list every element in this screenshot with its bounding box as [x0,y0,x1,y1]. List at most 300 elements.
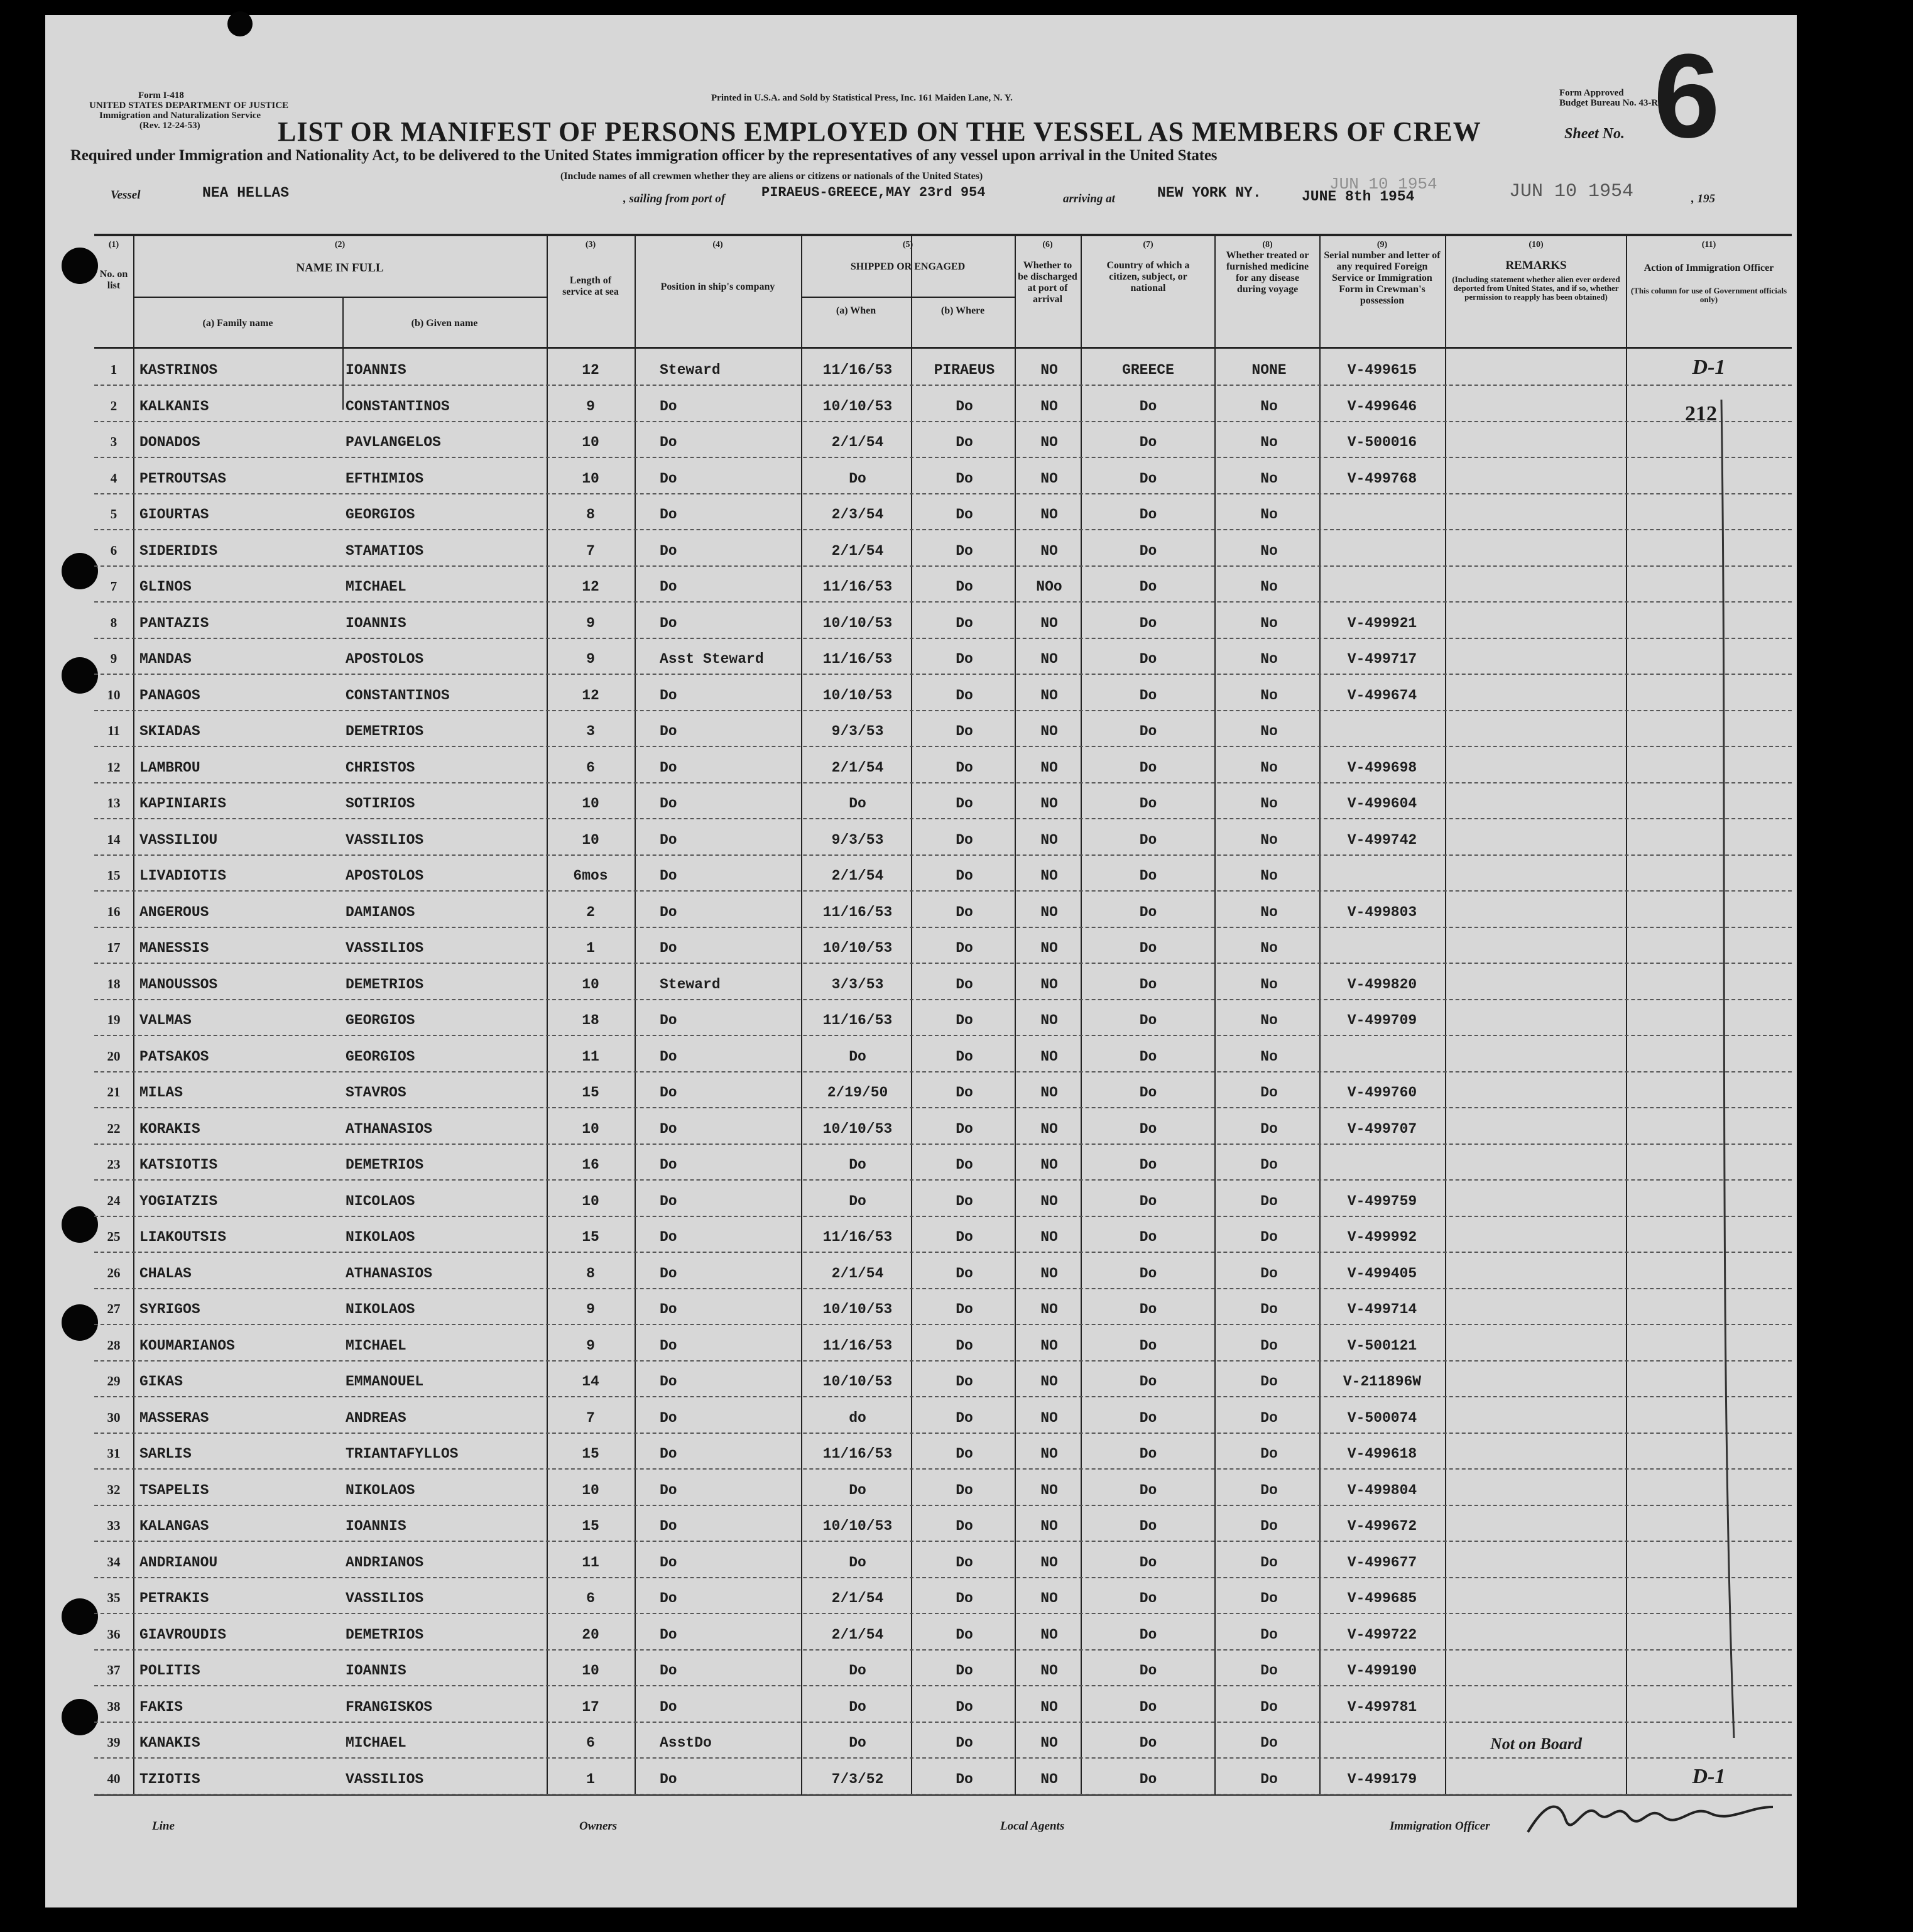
row-number-cell: 12 [107,759,121,775]
col-title: No. on list [99,269,128,291]
country-cell: Do [1139,1662,1157,1679]
country-cell: Do [1139,1626,1157,1643]
family-name-cell: KALANGAS [139,1518,209,1534]
discharged-cell: NO [1040,506,1058,523]
row-number-cell: 27 [107,1301,121,1316]
serial-number-cell: V-499685 [1347,1590,1417,1607]
discharged-cell: NO [1040,1229,1058,1245]
family-name-cell: SYRIGOS [139,1301,200,1318]
crew-table [94,234,1792,1796]
medicine-cell: Do [1260,1373,1278,1390]
country-cell: Do [1139,1120,1157,1137]
medicine-cell: No [1260,903,1278,920]
country-cell: Do [1139,831,1157,848]
service-length-cell: 10 [582,1662,599,1679]
service-length-cell: 18 [582,1012,599,1029]
shipped-when-cell: Do [849,1157,866,1173]
shipped-where-cell: Do [956,1482,973,1498]
country-cell: Do [1139,1229,1157,1245]
row-number-cell: 11 [107,723,120,738]
family-name-cell: MANESSIS [139,940,209,956]
family-name-cell: TSAPELIS [139,1482,209,1498]
sheet-label: Sheet No. [1564,126,1625,142]
service-length-cell: 7 [586,1409,595,1426]
printer-note: Printed in U.S.A. and Sold by Statistical Press, Inc. 161 Maiden Lane, N. Y. [711,93,1013,103]
country-cell: Do [1139,795,1157,812]
table-row [94,1215,1792,1253]
service-length-cell: 14 [582,1373,599,1390]
country-cell: Do [1139,1409,1157,1426]
medicine-cell: Do [1260,1192,1278,1209]
serial-number-cell: V-499717 [1347,651,1417,667]
col-title: Country of which a citizen, subject, or national [1106,260,1190,293]
shipped-when-cell: 2/1/54 [831,1265,884,1282]
shipped-where-cell: Do [956,723,973,740]
given-name-cell: MICHAEL [346,579,406,595]
table-row [94,1649,1792,1686]
position-cell: Do [660,398,677,415]
row-number-cell: 30 [107,1409,121,1425]
family-name-cell: PATSAKOS [139,1048,209,1065]
discharged-cell: NO [1040,831,1058,848]
medicine-cell: Do [1260,1626,1278,1643]
family-name-cell: MANDAS [139,651,192,667]
discharged-cell: NO [1040,1771,1058,1787]
table-row [94,1432,1792,1470]
serial-number-cell: V-211896W [1343,1373,1422,1390]
country-cell: Do [1139,434,1157,450]
country-cell: Do [1139,1446,1157,1462]
received-stamp-faint: JUN 10 1954 [1329,175,1437,194]
serial-number-cell: V-499707 [1347,1120,1417,1137]
discharged-cell: NO [1040,1518,1058,1534]
shipped-where-cell: Do [956,1192,973,1209]
country-cell: Do [1139,1482,1157,1498]
shipped-where-cell: Do [956,398,973,415]
service-length-cell: 9 [586,614,595,631]
shipped-where-cell: Do [956,651,973,667]
position-cell: Do [660,868,677,884]
col-index: (10) [1529,240,1544,249]
arriving-label: arriving at [1063,192,1115,205]
punch-hole [227,11,253,36]
shipped-when-cell: 2/1/54 [831,542,884,559]
service-length-cell: 15 [582,1518,599,1534]
service-length-cell: 10 [582,1120,599,1137]
row-number-cell: 29 [107,1373,121,1389]
table-row [94,746,1792,783]
footer-agents-label: Local Agents [1000,1820,1065,1833]
shipped-when-cell: 3/3/53 [831,976,884,993]
medicine-cell: No [1260,434,1278,450]
col-title: Whether to be discharged at port of arrival [1018,260,1077,305]
service-length-cell: 6mos [573,868,608,884]
col-header-serial [1322,240,1442,307]
col-header-shipped [801,240,1015,273]
country-cell: Do [1139,1590,1157,1607]
given-name-cell: ATHANASIOS [346,1120,433,1137]
row-number-cell: 32 [107,1482,121,1497]
family-name-cell: ANDRIANOU [139,1554,218,1571]
position-cell: Do [660,1265,677,1282]
table-row [94,1613,1792,1651]
table-row [94,674,1792,711]
position-cell: Do [660,1518,677,1534]
shipped-when-cell: 11/16/53 [822,362,893,378]
col-title: Serial number and letter of any required Foreign Service or Immigration Form in Crewman's possession [1324,250,1441,306]
shipped-where-cell: Do [956,1590,973,1607]
given-name-cell: CHRISTOS [346,759,415,776]
manifest-sheet [45,15,1797,1907]
serial-number-cell: V-499179 [1347,1771,1417,1787]
inclusion-note: (Include names of all crewmen whether they are aliens or citizens or nationals of the United States) [560,171,983,182]
table-row [94,457,1792,494]
table-row [94,890,1792,928]
position-cell: Do [660,1084,677,1101]
family-name-cell: SIDERIDIS [139,542,218,559]
given-name-cell: DEMETRIOS [346,723,424,740]
row-number-cell: 3 [110,434,117,449]
medicine-cell: No [1260,542,1278,559]
given-name-cell: ANDREAS [346,1409,406,1426]
country-cell: Do [1139,1192,1157,1209]
medicine-cell: Do [1260,1735,1278,1751]
given-name-cell: GEORGIOS [346,506,415,523]
medicine-cell: Do [1260,1229,1278,1245]
punch-hole [62,1206,98,1243]
officer-signature [1522,1788,1785,1845]
row-number-cell: 31 [107,1446,121,1461]
shipped-when-cell: 11/16/53 [822,579,893,595]
given-name-cell: STAMATIOS [346,542,424,559]
row-number-cell: 38 [107,1698,121,1714]
position-cell: Do [660,940,677,956]
given-name-cell: NICOLAOS [346,1192,415,1209]
vessel-label: Vessel [111,188,141,202]
shipped-where-cell: Do [956,579,973,595]
table-row [94,782,1792,819]
discharged-cell: NO [1040,470,1058,487]
shipped-where-cell: Do [956,1229,973,1245]
col-header-remarks [1451,240,1621,302]
margin-note-212: 212 [1685,402,1717,425]
medicine-cell: No [1260,398,1278,415]
service-length-cell: 10 [582,831,599,848]
given-name-cell: SOTIRIOS [346,795,415,812]
given-name-cell: PAVLANGELOS [346,434,441,450]
col-title: (a) Family name [202,318,273,329]
row-number-cell: 36 [107,1626,121,1642]
discharged-cell: NO [1040,1301,1058,1318]
serial-number-cell: V-499604 [1347,795,1417,812]
row-number-cell: 2 [110,398,117,413]
serial-number-cell: V-499760 [1347,1084,1417,1101]
country-cell: Do [1139,1554,1157,1571]
family-name-cell: LIVADIOTIS [139,868,227,884]
given-name-cell: NIKOLAOS [346,1482,415,1498]
service-length-cell: 10 [582,795,599,812]
discharged-cell: NO [1040,1048,1058,1065]
col-header-when [801,305,911,317]
discharged-cell: NO [1040,1157,1058,1173]
table-row [94,1468,1792,1506]
discharged-cell: NO [1040,976,1058,993]
given-name-cell: VASSILIOS [346,1771,424,1787]
service-length-cell: 10 [582,1482,599,1498]
country-cell: Do [1139,1265,1157,1282]
table-row [94,1504,1792,1542]
shipped-where-cell: Do [956,1120,973,1137]
table-row [94,1143,1792,1181]
position-cell: Do [660,687,677,704]
family-name-cell: MILAS [139,1084,183,1101]
family-name-cell: KATSIOTIS [139,1157,218,1173]
position-cell: Do [660,1771,677,1787]
serial-number-cell: V-499722 [1347,1626,1417,1643]
medicine-cell: No [1260,687,1278,704]
table-row [94,1324,1792,1362]
sailing-label: , sailing from port of [623,192,726,205]
table-row [94,1396,1792,1434]
table-row [94,818,1792,856]
serial-number-cell: V-499672 [1347,1518,1417,1534]
discharged-cell: NO [1040,1482,1058,1498]
col-title: Whether treated or furnished medicine for any disease during voyage [1226,250,1309,295]
medicine-cell: No [1260,868,1278,884]
family-name-cell: KAPINIARIS [139,795,227,812]
shipped-when-cell: 10/10/53 [822,1301,893,1318]
row-number-cell: 21 [107,1084,121,1100]
col-title: (a) When [836,305,876,316]
row-number-cell: 19 [107,1012,121,1027]
medicine-cell: No [1260,795,1278,812]
discharged-cell: NO [1040,1662,1058,1679]
given-name-cell: NIKOLAOS [346,1301,415,1318]
family-name-cell: GIKAS [139,1373,183,1390]
table-row [94,998,1792,1036]
given-name-cell: DAMIANOS [346,903,415,920]
service-length-cell: 9 [586,1301,595,1318]
shipped-when-cell: 10/10/53 [822,687,893,704]
col-index: (6) [1042,240,1053,249]
family-name-cell: GIAVROUDIS [139,1626,227,1643]
row-number-cell: 14 [107,831,121,847]
table-row [94,493,1792,530]
col-header-medicine [1222,240,1313,295]
service-length-cell: 6 [586,759,595,776]
position-cell: AsstDo [660,1735,712,1751]
budget-bureau: Budget Bureau No. 43-R [1559,98,1659,108]
discharged-cell: NO [1040,1373,1058,1390]
shipped-when-cell: 10/10/53 [822,1120,893,1137]
col-header-discharged [1018,240,1077,305]
discharged-cell: NO [1040,362,1058,378]
col-header-number [94,240,133,292]
given-name-cell: TRIANTAFYLLOS [346,1446,459,1462]
family-name-cell: KALKANIS [139,398,209,415]
family-name-cell: KASTRINOS [139,362,218,378]
discharged-cell: NO [1040,1265,1058,1282]
given-name-cell: MICHAEL [346,1337,406,1354]
service-length-cell: 17 [582,1698,599,1715]
serial-number-cell: V-499405 [1347,1265,1417,1282]
shipped-when-cell: Do [849,1048,866,1065]
shipped-when-cell: Do [849,795,866,812]
revision: (Rev. 12-24-53) [139,121,200,131]
given-name-cell: VASSILIOS [346,940,424,956]
position-cell: Do [660,1482,677,1498]
shipped-when-cell: 11/16/53 [822,1012,893,1029]
serial-number-cell: V-499714 [1347,1301,1417,1318]
shipped-where-cell: Do [956,903,973,920]
service-length-cell: 12 [582,579,599,595]
form-approved: Form Approved [1559,88,1624,98]
position-cell: Do [660,1337,677,1354]
serial-number-cell: V-499820 [1347,976,1417,993]
discharged-cell: NO [1040,1337,1058,1354]
serial-number-cell: V-499190 [1347,1662,1417,1679]
family-name-cell: FAKIS [139,1698,183,1715]
discharged-cell: NO [1040,1735,1058,1751]
family-name-cell: SARLIS [139,1446,192,1462]
shipped-when-cell: Do [849,1698,866,1715]
table-row [94,601,1792,639]
position-cell: Do [660,506,677,523]
col-title: NAME IN FULL [296,261,384,275]
shipped-where-cell: Do [956,831,973,848]
medicine-cell: Do [1260,1771,1278,1787]
footer-owners-label: Owners [579,1820,618,1833]
row-number-cell: 39 [107,1735,121,1750]
shipped-when-cell: 11/16/53 [822,1446,893,1462]
service: Immigration and Naturalization Service [99,111,261,121]
received-stamp: JUN 10 1954 [1509,181,1634,202]
row-number-cell: 35 [107,1590,121,1605]
shipped-where-cell: Do [956,434,973,450]
col-index: (5) [902,240,913,249]
punch-hole [62,553,98,589]
position-cell: Steward [660,976,721,993]
discharged-cell: NO [1040,759,1058,776]
shipped-when-cell: Do [849,1662,866,1679]
serial-number-cell: V-500074 [1347,1409,1417,1426]
family-name-cell: KORAKIS [139,1120,200,1137]
handwritten-bracket-line [1627,381,1790,1794]
shipped-when-cell: Do [849,1735,866,1751]
given-name-cell: ATHANASIOS [346,1265,433,1282]
medicine-cell: No [1260,470,1278,487]
manifest-title: LIST OR MANIFEST OF PERSONS EMPLOYED ON THE VESSEL AS MEMBERS OF CREW [278,116,1481,147]
col-header-position [647,240,788,293]
serial-number-cell: V-499698 [1347,759,1417,776]
shipped-where-cell: Do [956,1337,973,1354]
country-cell: Do [1139,542,1157,559]
col-index: (7) [1143,240,1153,249]
service-length-cell: 9 [586,651,595,667]
given-name-cell: GEORGIOS [346,1012,415,1029]
medicine-cell: Do [1260,1265,1278,1282]
shipped-when-cell: 10/10/53 [822,1518,893,1534]
table-row [94,1721,1792,1759]
discharged-cell: NO [1040,614,1058,631]
row-number-cell: 24 [107,1192,121,1208]
table-row [94,1360,1792,1397]
serial-number-cell: V-499804 [1347,1482,1417,1498]
col-header-action [1630,240,1787,304]
table-row [94,529,1792,567]
position-cell: Do [660,1192,677,1209]
table-row [94,348,1792,386]
table-row [94,1252,1792,1289]
medicine-cell: Do [1260,1084,1278,1101]
shipped-when-cell: 2/1/54 [831,1626,884,1643]
punch-hole [62,657,98,694]
given-name-cell: IOANNIS [346,362,406,378]
row-number-cell: 25 [107,1229,121,1244]
discharged-cell: NO [1040,687,1058,704]
row-number-cell: 37 [107,1662,121,1678]
shipped-where-cell: Do [956,1084,973,1101]
given-name-cell: STAVROS [346,1084,406,1101]
row-number-cell: 1 [110,362,117,377]
position-cell: Do [660,723,677,740]
arrival-port: NEW YORK NY. [1157,185,1262,201]
family-name-cell: MASSERAS [139,1409,209,1426]
shipped-when-cell: Do [849,470,866,487]
shipped-when-cell: Do [849,1554,866,1571]
row-number-cell: 23 [107,1157,121,1172]
shipped-when-cell: Do [849,1192,866,1209]
position-cell: Do [660,1698,677,1715]
family-name-cell: KOUMARIANOS [139,1337,235,1354]
position-cell: Do [660,1554,677,1571]
family-name-cell: PANTAZIS [139,614,209,631]
footer-officer-label: Immigration Officer [1390,1820,1490,1833]
discharged-cell: NO [1040,795,1058,812]
medicine-cell: Do [1260,1518,1278,1534]
family-name-cell: POLITIS [139,1662,200,1679]
row-number-cell: 16 [107,903,121,919]
shipped-when-cell: 9/3/53 [831,831,884,848]
col-header-country [1093,240,1203,294]
position-cell: Do [660,1301,677,1318]
given-name-cell: IOANNIS [346,614,406,631]
country-cell: Do [1139,398,1157,415]
medicine-cell: Do [1260,1120,1278,1137]
shipped-where-cell: Do [956,506,973,523]
country-cell: Do [1139,1048,1157,1065]
shipped-where-cell: Do [956,1518,973,1534]
col-index: (11) [1701,240,1716,249]
medicine-cell: No [1260,723,1278,740]
country-cell: Do [1139,940,1157,956]
col-header-name [133,240,547,274]
position-cell: Asst Steward [660,651,764,667]
col-header-where [911,305,1015,317]
shipped-when-cell: 10/10/53 [822,398,893,415]
service-length-cell: 10 [582,1192,599,1209]
medicine-cell: No [1260,831,1278,848]
officer-action-cell: D-1 [1692,1764,1726,1788]
shipped-when-cell: 2/3/54 [831,506,884,523]
discharged-cell: NO [1040,940,1058,956]
col-header-family-name [133,318,342,329]
service-length-cell: 1 [586,1771,595,1787]
medicine-cell: No [1260,976,1278,993]
row-number-cell: 7 [110,579,117,594]
serial-number-cell: V-499646 [1347,398,1417,415]
medicine-cell: No [1260,1012,1278,1029]
